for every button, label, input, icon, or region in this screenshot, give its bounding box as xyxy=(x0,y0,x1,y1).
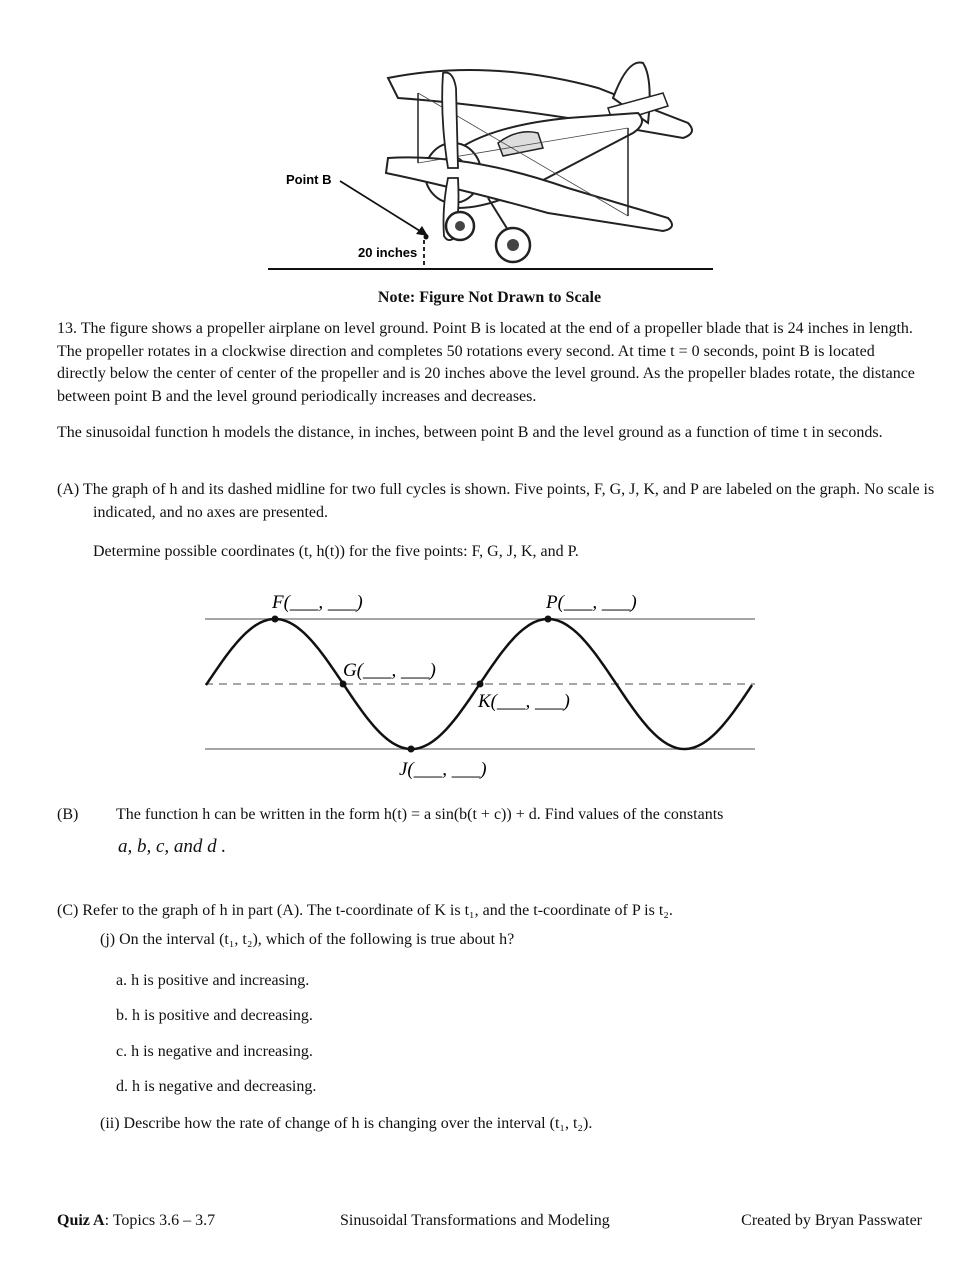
part-b-text: The function h can be written in the form h(t) = a sin(b(t + c)) + d. Find values of the constants xyxy=(116,806,724,823)
point-k-label: K(___, ___) xyxy=(478,691,570,712)
sinusoid-graph xyxy=(200,582,760,782)
choice-c[interactable]: c. h is negative and increasing. xyxy=(116,1043,313,1060)
height-label: 20 inches xyxy=(358,245,418,260)
point-j-label: J(___, ___) xyxy=(399,759,487,780)
part-c-text: (C) Refer to the graph of h in part (A). The t-coordinate of K is t₁, and the t-coordinate of P is t₂. xyxy=(57,902,673,919)
point-g-marker xyxy=(340,681,347,688)
part-c-ii: (ii) Describe how the rate of change of h is changing over the interval (t₁, t₂). xyxy=(100,1115,593,1132)
footer-author: Created by Bryan Passwater xyxy=(741,1212,922,1229)
airplane-figure xyxy=(268,48,713,274)
footer-quiz: Quiz A xyxy=(57,1212,105,1229)
part-a-text: (A) The graph of h and its dashed midline for two full cycles is shown. Five points, F, G, J, K, and P are labeled on the graph. No scale is indicated, and no axes are presented. xyxy=(57,481,935,521)
part-b-constants: a, b, c, and d . xyxy=(118,836,227,857)
point-b-label: Point B xyxy=(286,172,332,187)
point-g-label: G(___, ___) xyxy=(343,660,436,681)
part-b-label: (B) xyxy=(57,806,79,823)
point-j-marker xyxy=(408,746,415,753)
choice-d[interactable]: d. h is negative and decreasing. xyxy=(116,1078,317,1095)
problem-intro: 13. The figure shows a propeller airplane on level ground. Point B is located at the end of a propeller blade that is 24 inches in length. The propeller rotates in a clockwise direction and completes 50 rotations every second. At time t = 0 seconds, point B is located directly below the center of center of the propeller and is 20 inches above the level ground. As the propeller blades rotate, the distance between point B and the level ground periodically increases and decreases. xyxy=(57,320,915,405)
figure-caption: Note: Figure Not Drawn to Scale xyxy=(377,289,602,306)
point-p-marker xyxy=(545,616,552,623)
footer-topics: : Topics 3.6 – 3.7 xyxy=(104,1212,216,1229)
problem-model: The sinusoidal function h models the distance, in inches, between point B and the level ground as a function of time t in seconds. xyxy=(57,424,883,441)
point-f-label: F(___, ___) xyxy=(272,592,363,613)
point-f-marker xyxy=(272,616,279,623)
part-c-i: (j) On the interval (t₁, t₂), which of the following is true about h? xyxy=(100,931,515,948)
part-a-instruction: Determine possible coordinates (t, h(t)) for the five points: F, G, J, K, and P. xyxy=(93,543,579,560)
point-p-label: P(___, ___) xyxy=(546,592,637,613)
point-k-marker xyxy=(477,681,484,688)
choice-b[interactable]: b. h is positive and decreasing. xyxy=(116,1007,313,1024)
choice-a[interactable]: a. h is positive and increasing. xyxy=(116,972,310,989)
footer-center: Sinusoidal Transformations and Modeling xyxy=(340,1212,610,1229)
